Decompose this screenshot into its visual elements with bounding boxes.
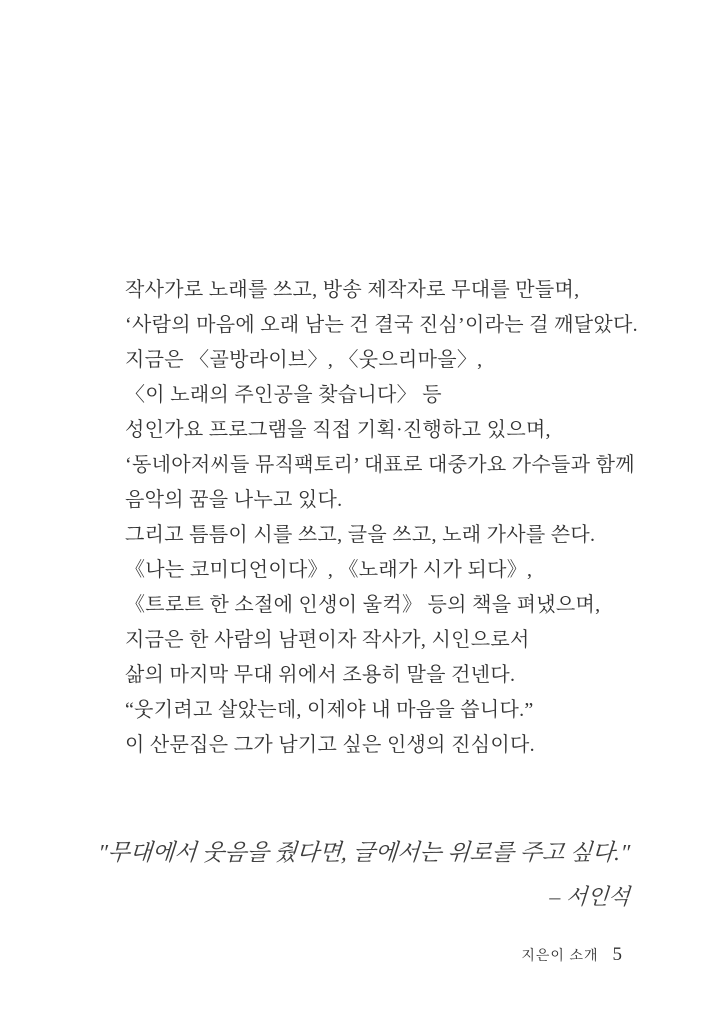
intro-line: 《나는 코미디언이다》, 《노래가 시가 되다》, xyxy=(125,559,533,581)
intro-line: 지금은 〈골방라이브〉, 〈웃으리마을〉, xyxy=(125,349,483,371)
intro-line: 그리고 틈틈이 시를 쓰고, 글을 쓰고, 노래 가사를 쓴다. xyxy=(125,524,596,546)
intro-line: “웃기려고 살았는데, 이제야 내 마음을 씁니다.” xyxy=(125,699,534,721)
intro-line: 작사가로 노래를 쓰고, 방송 제작자로 무대를 만들며, xyxy=(125,279,580,301)
handwritten-quote: "무대에서 웃음을 줬다면, 글에서는 위로를 주고 싶다." xyxy=(97,840,631,865)
handwritten-quote-block xyxy=(98,838,630,911)
page-number: 5 xyxy=(612,944,622,965)
intro-line: 지금은 한 사람의 남편이자 작사가, 시인으로서 xyxy=(125,629,530,651)
author-intro-paragraph xyxy=(125,273,638,763)
intro-line: ‘동네아저씨들 뮤직팩토리’ 대표로 대중가요 가수들과 함께 xyxy=(125,454,635,476)
page-footer xyxy=(521,944,622,966)
intro-line: 이 산문집은 그가 남기고 싶은 인생의 진심이다. xyxy=(125,734,535,756)
intro-line: 〈이 노래의 주인공을 찾습니다〉 등 xyxy=(125,384,442,406)
intro-line: 음악의 꿈을 나누고 있다. xyxy=(125,489,343,511)
intro-line: 성인가요 프로그램을 직접 기획·진행하고 있으며, xyxy=(125,419,551,441)
intro-line: 《트로트 한 소절에 인생이 울컥》 등의 책을 펴냈으며, xyxy=(125,594,601,616)
author-signature: – 서인석 xyxy=(548,884,631,909)
intro-line: 삶의 마지막 무대 위에서 조용히 말을 건넨다. xyxy=(125,664,516,686)
intro-line: ‘사람의 마음에 오래 남는 건 결국 진심’이라는 걸 깨달았다. xyxy=(125,314,638,336)
section-label: 지은이 소개 xyxy=(521,949,599,964)
